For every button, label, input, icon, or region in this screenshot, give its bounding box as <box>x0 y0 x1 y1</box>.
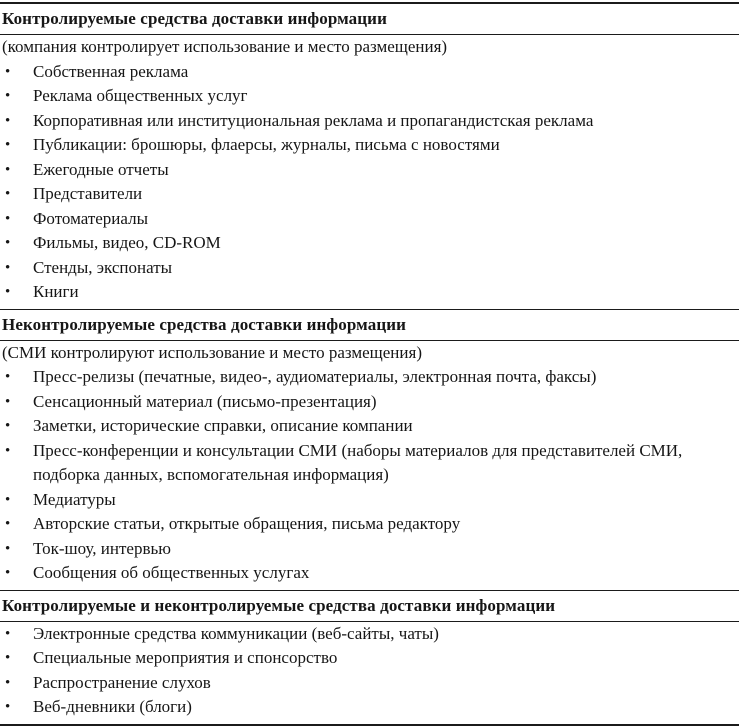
section-subtitle: (СМИ контролируют использование и место размещения) <box>2 342 422 362</box>
section-title: Неконтролируемые средства доставки информации <box>2 314 407 334</box>
list-item <box>0 60 739 85</box>
list-item-label: Сенсационный материал (письмо-презентация) <box>33 391 377 411</box>
bullet-icon: • <box>5 650 11 666</box>
list-item <box>0 390 739 415</box>
bullet-icon: • <box>5 112 11 129</box>
section-title: Контролируемые средства доставки информации <box>2 9 387 28</box>
list-item-label: Представители <box>33 184 143 203</box>
list-item <box>0 182 739 207</box>
bullet-icon: • <box>5 674 11 691</box>
list-item-label: Реклама общественных услуг <box>33 86 248 105</box>
bullet-icon: • <box>5 442 11 459</box>
bullet-icon: • <box>5 369 11 385</box>
list-item <box>0 158 739 183</box>
section-controlled-media <box>0 4 739 309</box>
bullet-icon: • <box>5 259 11 276</box>
list-item-label: Электронные средства коммуникации (веб-сайты, чаты) <box>33 623 439 643</box>
bullet-icon: • <box>5 699 11 715</box>
list-item-label: Сообщения об общественных услугах <box>33 563 310 582</box>
list-item <box>0 671 739 696</box>
list-item-label: Распространение слухов <box>33 672 211 692</box>
list-item-label: Медиатуры <box>33 489 116 509</box>
list-item <box>0 561 739 586</box>
list-item <box>0 695 739 720</box>
list-item-label: Пресс-конференции и консультации СМИ (наборы материалов для представителей СМИ, подборка данных, вспомогательная информация) <box>33 440 683 484</box>
bullet-icon: • <box>5 625 11 642</box>
list-item-label: Собственная реклама <box>33 61 189 81</box>
list-item-label: Корпоративная или институциональная реклама и пропагандистская реклама <box>33 110 594 130</box>
section-title: Контролируемые и неконтролируемые средства доставки информации <box>2 595 556 615</box>
section-mixed-media <box>0 591 739 724</box>
list-item <box>0 488 739 513</box>
bullet-icon: • <box>5 137 11 153</box>
section-uncontrolled-media <box>0 310 739 590</box>
list-item <box>0 646 739 671</box>
list-item <box>0 439 739 488</box>
list-item <box>0 207 739 232</box>
list-item-label: Веб-дневники (блоги) <box>33 697 192 716</box>
controlled-media-list <box>0 60 739 309</box>
bottom-rule <box>0 724 739 726</box>
bullet-icon: • <box>5 565 11 581</box>
list-item <box>0 133 739 158</box>
bullet-icon: • <box>5 186 11 202</box>
bullet-icon: • <box>5 418 11 434</box>
bullet-icon: • <box>5 393 11 410</box>
bullet-icon: • <box>5 88 11 104</box>
uncontrolled-media-list <box>0 365 739 590</box>
list-item <box>0 622 739 647</box>
list-item <box>0 365 739 390</box>
list-item <box>0 84 739 109</box>
list-item-label: Пресс-релизы (печатные, видео-, аудиоматериалы, электронная почта, факсы) <box>33 367 597 386</box>
list-item-label: Публикации: брошюры, флаерсы, журналы, письма с новостями <box>33 135 500 154</box>
list-item <box>0 109 739 134</box>
bullet-icon: • <box>5 210 11 227</box>
bullet-icon: • <box>5 63 11 80</box>
list-item-label: Фильмы, видео, CD-ROM <box>33 233 221 252</box>
section-subtitle: (компания контролирует использование и место размещения) <box>2 37 448 56</box>
list-item <box>0 231 739 256</box>
bullet-icon: • <box>5 540 11 557</box>
list-item-label: Заметки, исторические справки, описание компании <box>33 416 413 435</box>
mixed-media-list <box>0 622 739 724</box>
list-item-label: Авторские статьи, открытые обращения, письма редактору <box>33 514 461 533</box>
list-item <box>0 280 739 305</box>
list-item-label: Книги <box>33 282 79 301</box>
list-item-label: Ток-шоу, интервью <box>33 538 171 558</box>
bullet-icon: • <box>5 491 11 508</box>
list-item <box>0 537 739 562</box>
list-item <box>0 414 739 439</box>
bullet-icon: • <box>5 235 11 251</box>
list-item-label: Стенды, экспонаты <box>33 257 173 277</box>
bullet-icon: • <box>5 284 11 300</box>
list-item-label: Специальные мероприятия и спонсорство <box>33 648 338 667</box>
list-item-label: Фотоматериалы <box>33 208 149 228</box>
bullet-icon: • <box>5 516 11 532</box>
list-item <box>0 512 739 537</box>
list-item-label: Ежегодные отчеты <box>33 159 169 179</box>
list-item <box>0 256 739 281</box>
bullet-icon: • <box>5 161 11 178</box>
